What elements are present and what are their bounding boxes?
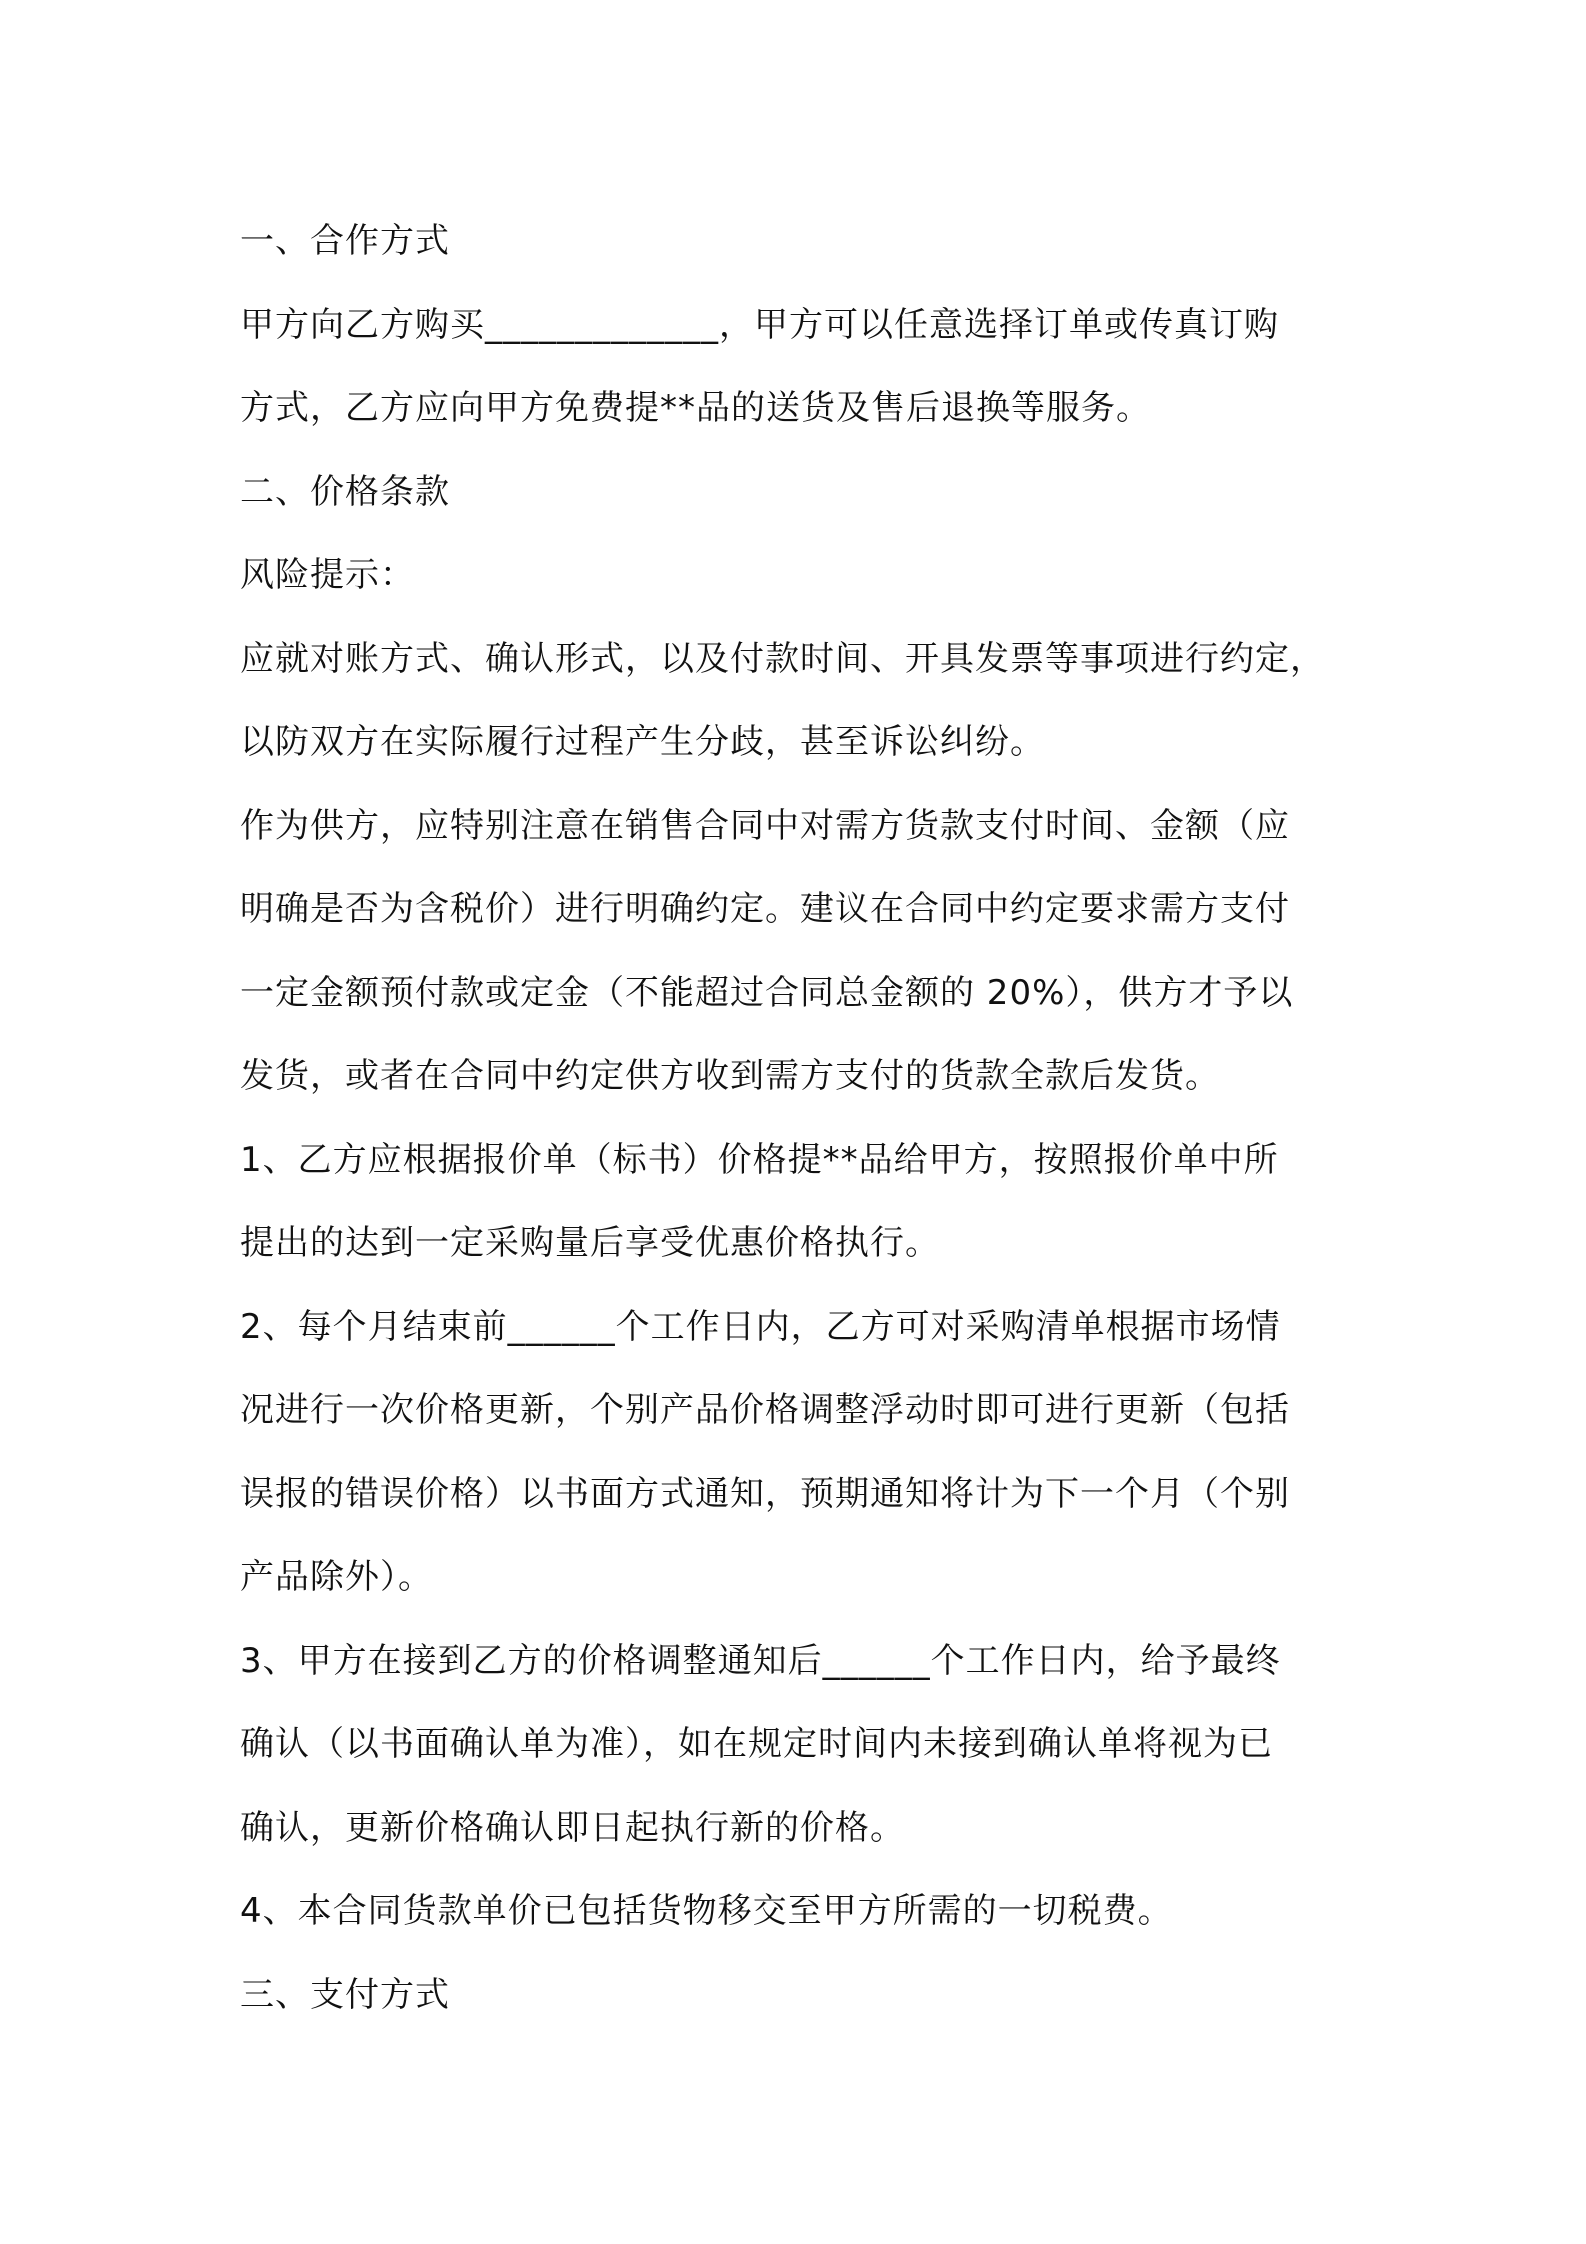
clause-3-line: 3、甲方在接到乙方的价格调整通知后______个工作日内，给予最终 bbox=[240, 1640, 1281, 1681]
clause-3-line: 确认，更新价格确认即日起执行新的价格。 bbox=[240, 1807, 905, 1848]
paragraph-line: 甲方向乙方购买_____________，甲方可以任意选择订单或传真订购 bbox=[240, 304, 1279, 345]
paragraph-line: 作为供方，应特别注意在销售合同中对需方货款支付时间、金额（应 bbox=[240, 805, 1290, 846]
paragraph-line: 方式，乙方应向甲方免费提**品的送货及售后退换等服务。 bbox=[240, 388, 1151, 428]
clause-2-line: 误报的错误价格）以书面方式通知，预期通知将计为下一个月（个别 bbox=[240, 1473, 1290, 1514]
clause-4-line: 4、本合同货款单价已包括货物移交至甲方所需的一切税费。 bbox=[240, 1891, 1173, 1931]
document-body bbox=[240, 200, 1360, 2037]
clause-2-line: 况进行一次价格更新，个别产品价格调整浮动时即可进行更新（包括 bbox=[240, 1390, 1290, 1430]
clause-2-line: 产品除外）。 bbox=[240, 1557, 433, 1597]
risk-notice-label: 风险提示： bbox=[240, 555, 415, 595]
clause-1-line: 提出的达到一定采购量后享受优惠价格执行。 bbox=[240, 1223, 940, 1263]
paragraph-line: 发货，或者在合同中约定供方收到需方支付的货款全款后发货。 bbox=[240, 1056, 1220, 1096]
paragraph-line: 明确是否为含税价）进行明确约定。建议在合同中约定要求需方支付 bbox=[240, 889, 1290, 929]
section-heading-cooperation: 一、合作方式 bbox=[240, 221, 450, 261]
clause-1-line: 1、乙方应根据报价单（标书）价格提**品给甲方，按照报价单中所 bbox=[240, 1139, 1279, 1180]
clause-3-line: 确认（以书面确认单为准），如在规定时间内未接到确认单将视为已 bbox=[240, 1724, 1273, 1764]
section-heading-price-terms: 二、价格条款 bbox=[240, 471, 450, 512]
paragraph-line: 以防双方在实际履行过程产生分歧，甚至诉讼纠纷。 bbox=[240, 722, 1045, 762]
paragraph-line: 一定金额预付款或定金（不能超过合同总金额的 20%），供方才予以 bbox=[240, 972, 1294, 1013]
clause-2-line: 2、每个月结束前______个工作日内，乙方可对采购清单根据市场情 bbox=[240, 1306, 1281, 1347]
section-heading-payment: 三、支付方式 bbox=[240, 1974, 450, 2015]
paragraph-line: 应就对账方式、确认形式，以及付款时间、开具发票等事项进行约定， bbox=[240, 638, 1325, 679]
